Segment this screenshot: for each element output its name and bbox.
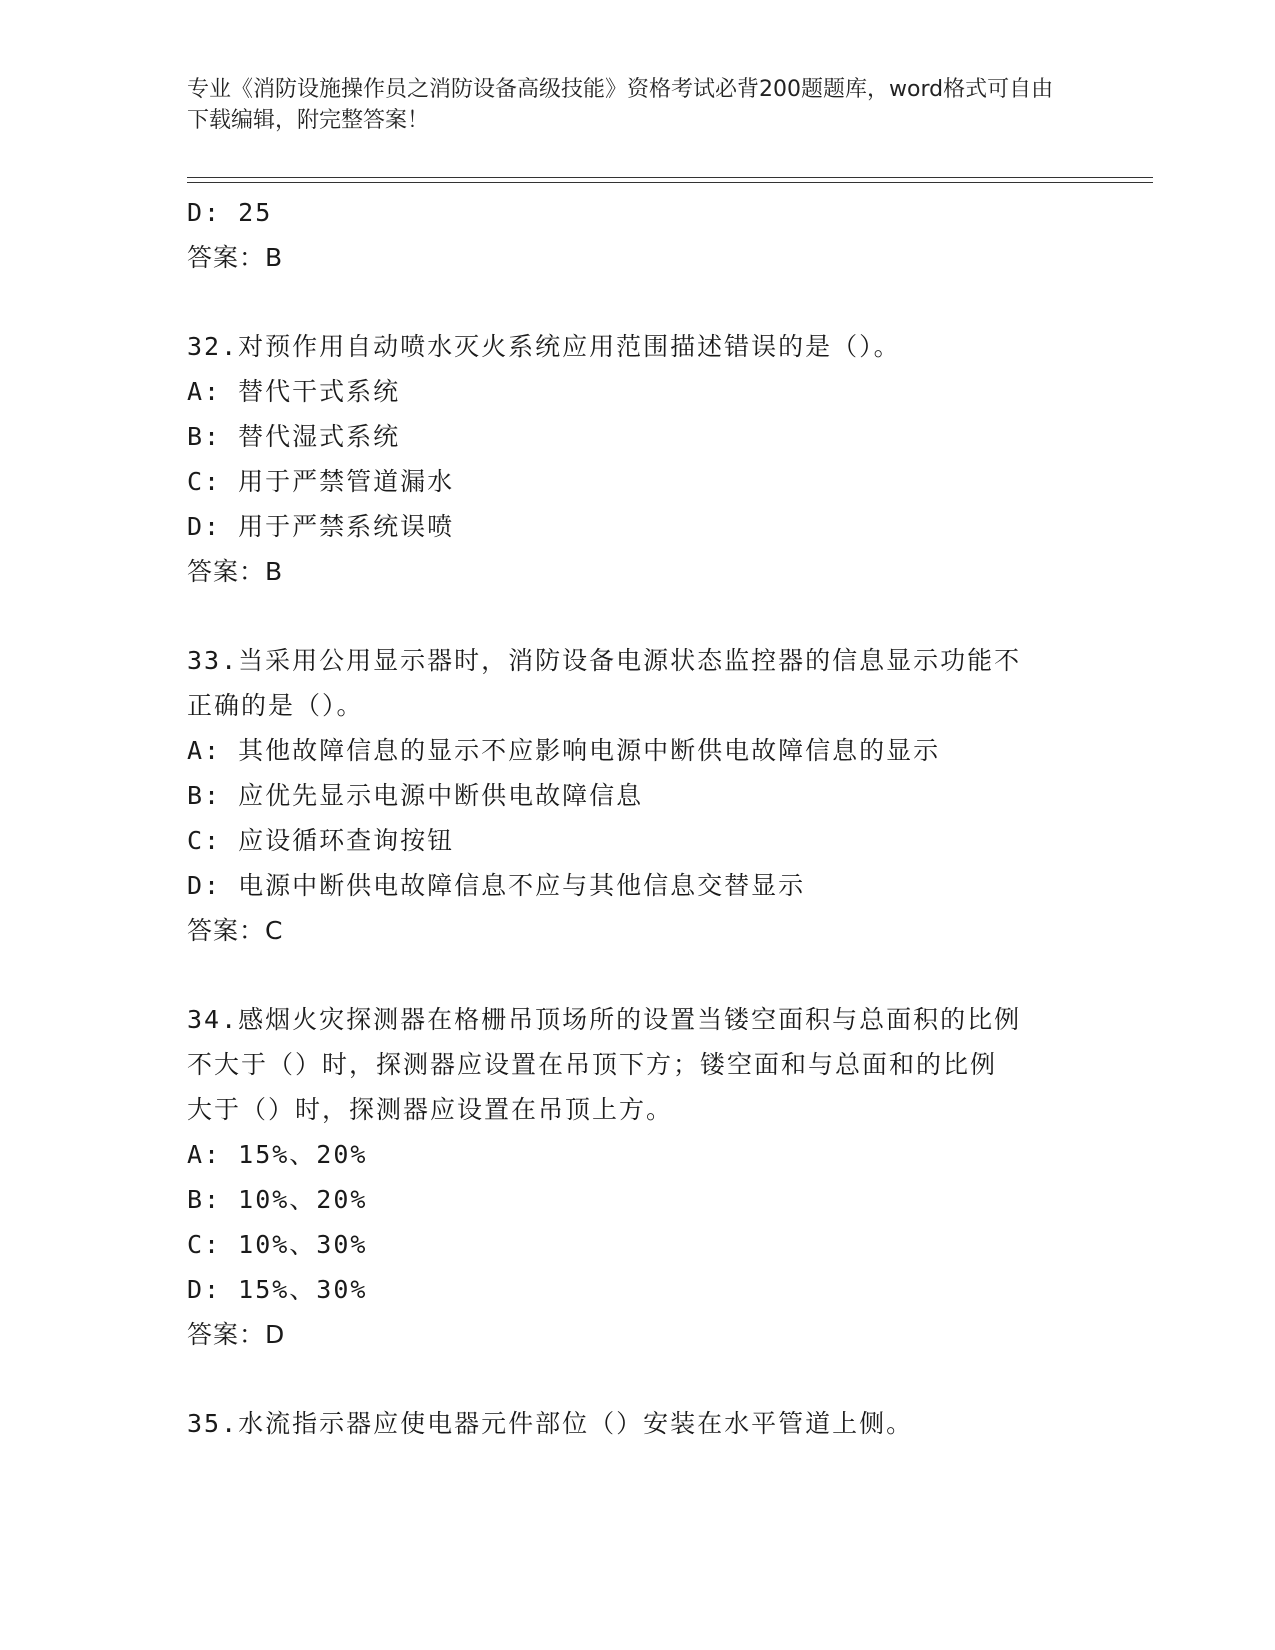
option-d: D: 电源中断供电故障信息不应与其他信息交替显示 — [187, 871, 806, 900]
option-a: A: 其他故障信息的显示不应影响电源中断供电故障信息的显示 — [187, 736, 941, 765]
header-rule-top — [187, 177, 1153, 178]
option-b: B: 应优先显示电源中断供电故障信息 — [187, 781, 644, 810]
option-a: A: 15%、20% — [187, 1140, 368, 1169]
answer-line: 答案：D — [187, 1320, 286, 1349]
question-content — [187, 190, 1087, 1446]
option-c: C: 用于严禁管道漏水 — [187, 467, 455, 496]
answer-line: 答案：C — [187, 916, 284, 945]
answer-line: 答案：B — [187, 243, 284, 272]
option-c: C: 应设循环查询按钮 — [187, 826, 455, 855]
option-b: B: 替代湿式系统 — [187, 422, 401, 451]
question-34 — [187, 997, 1087, 1132]
question-35 — [187, 1401, 1087, 1446]
option-c: C: 10%、30% — [187, 1230, 368, 1259]
question-stem: 35.水流指示器应使电器元件部位（）安装在水平管道上侧。 — [187, 1409, 914, 1438]
question-stem-line: 正确的是（）。 — [187, 691, 364, 720]
option-d: D: 15%、30% — [187, 1275, 368, 1304]
option-a: A: 替代干式系统 — [187, 377, 401, 406]
answer-line: 答案：B — [187, 557, 284, 586]
question-stem-line: 不大于（）时，探测器应设置在吊顶下方；镂空面和与总面和的比例 — [187, 1050, 998, 1079]
question-stem-line: 33.当采用公用显示器时，消防设备电源状态监控器的信息显示功能不 — [187, 646, 1022, 675]
question-32 — [187, 324, 1087, 369]
option-b: B: 10%、20% — [187, 1185, 368, 1214]
option-d: D: 用于严禁系统误喷 — [187, 512, 455, 541]
question-stem-line: 大于（）时，探测器应设置在吊顶上方。 — [187, 1095, 674, 1124]
question-stem-line: 34.感烟火灾探测器在格栅吊顶场所的设置当镂空面积与总面积的比例 — [187, 1005, 1022, 1034]
header-rule-bottom — [187, 182, 1153, 183]
question-stem: 32.对预作用自动喷水灭火系统应用范围描述错误的是（）。 — [187, 332, 901, 361]
question-33 — [187, 638, 1087, 728]
document-header: 专业《消防设施操作员之消防设备高级技能》资格考试必背200题题库，word格式可自由下载编辑，附完整答案！ — [187, 77, 1054, 133]
option-d: D: 25 — [187, 198, 273, 227]
